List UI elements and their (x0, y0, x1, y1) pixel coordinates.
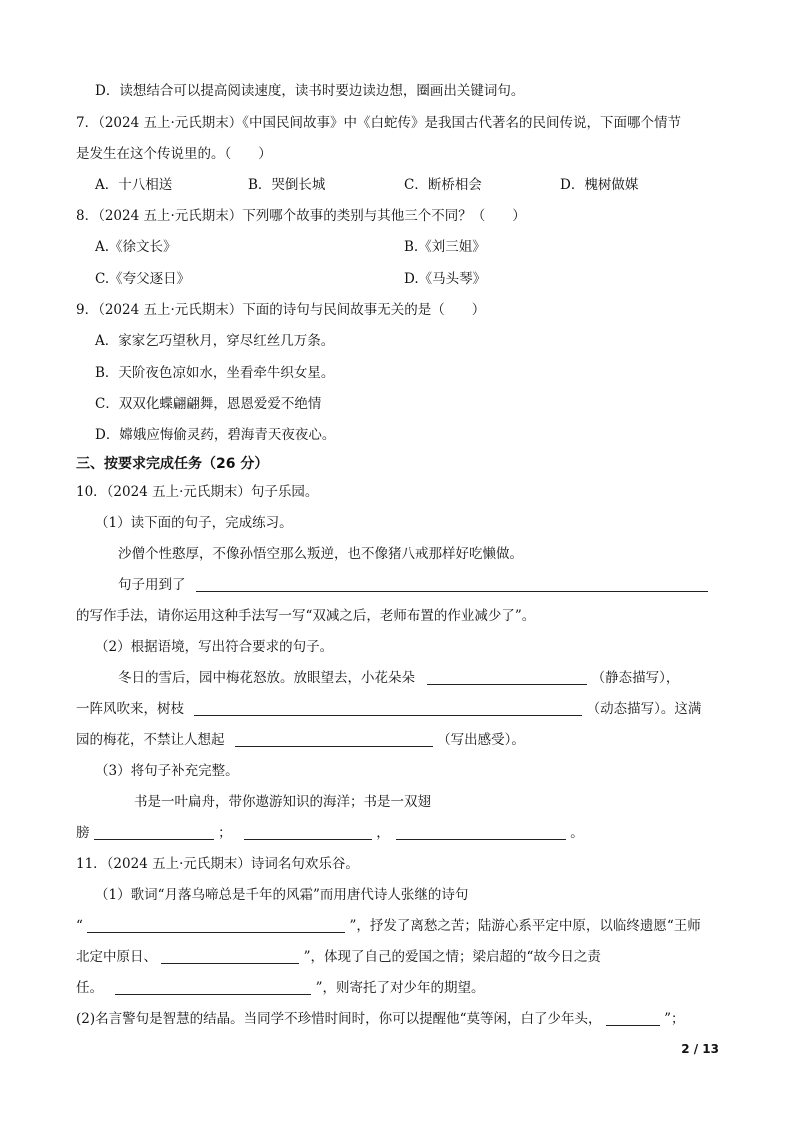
answer-blank[interactable] (161, 949, 299, 964)
q8-option-d: D.《马头琴》 (404, 271, 487, 287)
q10-part2-line3 (76, 731, 525, 749)
q10-part2-title: （2）根据语境，写出符合要求的句子。 (95, 639, 334, 655)
q9-option-d: D．嫦娥应悔偷灵药，碧海青天夜夜心。 (95, 427, 336, 443)
q11-part1-line4 (76, 979, 485, 997)
q11-part1-line1: （1）歌词“月落乌啼总是千年的风霜”而用唐代诗人张继的诗句 (95, 887, 469, 903)
q11-part1-line2 (76, 917, 701, 935)
q10-part3-line1: 书是一叶扁舟，带你遨游知识的海洋；书是一双翅 (134, 794, 431, 810)
q10-part3-line2 (76, 824, 584, 842)
q10-part3-sep1: ； (218, 825, 232, 841)
q10-part1-sentence: 沙僧个性憨厚，不像孙悟空那么叛逆，也不像猪八戒那样好吃懒做。 (118, 546, 523, 562)
q10-part1-prompt-line (118, 576, 708, 594)
q11-part1-text4a: 任。 (76, 980, 103, 996)
q9-option-c: C．双双化蝶翩翩舞，恩恩爱爱不绝情 (95, 396, 322, 412)
q10-part3-title: （3）将句子补充完整。 (95, 763, 239, 779)
q10-stem: 10．（2024 五上·元氏期末）句子乐园。 (76, 484, 319, 500)
q11-part1-quote-open: “ (76, 918, 83, 934)
q8-option-a: A.《徐文长》 (95, 239, 177, 255)
q8-stem: 8．（2024 五上·元氏期末）下列哪个故事的类别与其他三个不同？（ ） (76, 208, 526, 224)
q9-option-b: B．天阶夜色凉如水，坐看牵牛织女星。 (95, 365, 335, 381)
q10-part2-note2: （动态描写）。这满 (586, 701, 702, 717)
q10-part3-end: 。 (570, 825, 584, 841)
answer-blank[interactable] (94, 825, 214, 840)
answer-blank[interactable] (235, 732, 433, 747)
section-3-title: 三、按要求完成任务（26 分） (76, 456, 269, 472)
answer-blank[interactable] (244, 825, 372, 840)
answer-blank[interactable] (87, 918, 345, 933)
q11-part2-text: (2)名言警句是智慧的结晶。当同学不珍惜时间时，你可以提醒他“莫等闲，白了少年头， (76, 1011, 602, 1027)
q7-option-c: C．断桥相会 (404, 177, 482, 193)
q9-option-a: A．家家乞巧望秋月，穿尽红丝几万条。 (95, 333, 335, 349)
q11-part1-text3a: 北定中原日、 (76, 949, 157, 965)
q7-option-b: B．哭倒长城 (248, 177, 326, 193)
q8-option-b: B.《刘三姐》 (404, 239, 486, 255)
answer-blank[interactable] (396, 825, 566, 840)
q10-part3-text: 膀 (76, 825, 90, 841)
q7-option-d: D．槐树做媒 (560, 177, 639, 193)
q10-part1-title: （1）读下面的句子，完成练习。 (95, 515, 293, 531)
q7-option-a: A．十八相送 (95, 177, 173, 193)
q11-part2-line (76, 1010, 685, 1028)
q6-option-d: D．读想结合可以提高阅读速度，读书时要边读边想，圈画出关键词句。 (95, 83, 525, 99)
answer-blank[interactable] (194, 701, 582, 716)
q7-stem-line2: 是发生在这个传说里的。（ ） (76, 146, 272, 162)
q10-part2-text2: 一阵风吹来，树枝 (76, 701, 184, 717)
q11-part1-line3 (76, 948, 601, 966)
q11-part1-text4b: ”，则寄托了对少年的期望。 (315, 980, 485, 996)
q8-option-c: C.《夸父逐日》 (95, 271, 191, 287)
q10-part2-line1 (118, 669, 679, 687)
q11-part1-text2: ”，抒发了离愁之苦；陆游心系平定中原，以临终遗愿“王师 (349, 918, 701, 934)
q10-part2-text3: 园的梅花，不禁让人想起 (76, 732, 225, 748)
q10-part2-note1: （静态描写）， (591, 670, 680, 686)
page-number: 2 / 13 (681, 1042, 719, 1056)
q10-part2-line2 (76, 700, 701, 718)
answer-blank[interactable] (115, 980, 311, 995)
q10-part3-sep2: ， (376, 825, 390, 841)
q7-stem-line1: 7．（2024 五上·元氏期末）《中国民间故事》中《白蛇传》是我国古代著名的民间传说，下面哪个情节 (76, 115, 682, 131)
q11-part1-text3b: ”，体现了自己的爱国之情；梁启超的“故今日之责 (303, 949, 601, 965)
q10-part2-note3: （写出感受）。 (437, 732, 525, 748)
answer-blank[interactable] (427, 670, 587, 685)
q11-part2-end: ”； (664, 1011, 685, 1027)
q9-stem: 9．（2024 五上·元氏期末）下面的诗句与民间故事无关的是（ ） (76, 302, 486, 318)
q11-stem: 11．（2024 五上·元氏期末）诗词名句欢乐谷。 (76, 856, 359, 872)
q10-part1-continuation: 的写作手法，请你运用这种手法写一写“双减之后，老师布置的作业减少了”。 (76, 608, 536, 624)
answer-blank[interactable] (606, 1011, 660, 1026)
q10-part1-prompt: 句子用到了 (118, 577, 186, 593)
answer-blank[interactable] (196, 577, 708, 592)
q10-part2-text1: 冬日的雪后，园中梅花怒放。放眼望去，小花朵朵 (118, 670, 415, 686)
